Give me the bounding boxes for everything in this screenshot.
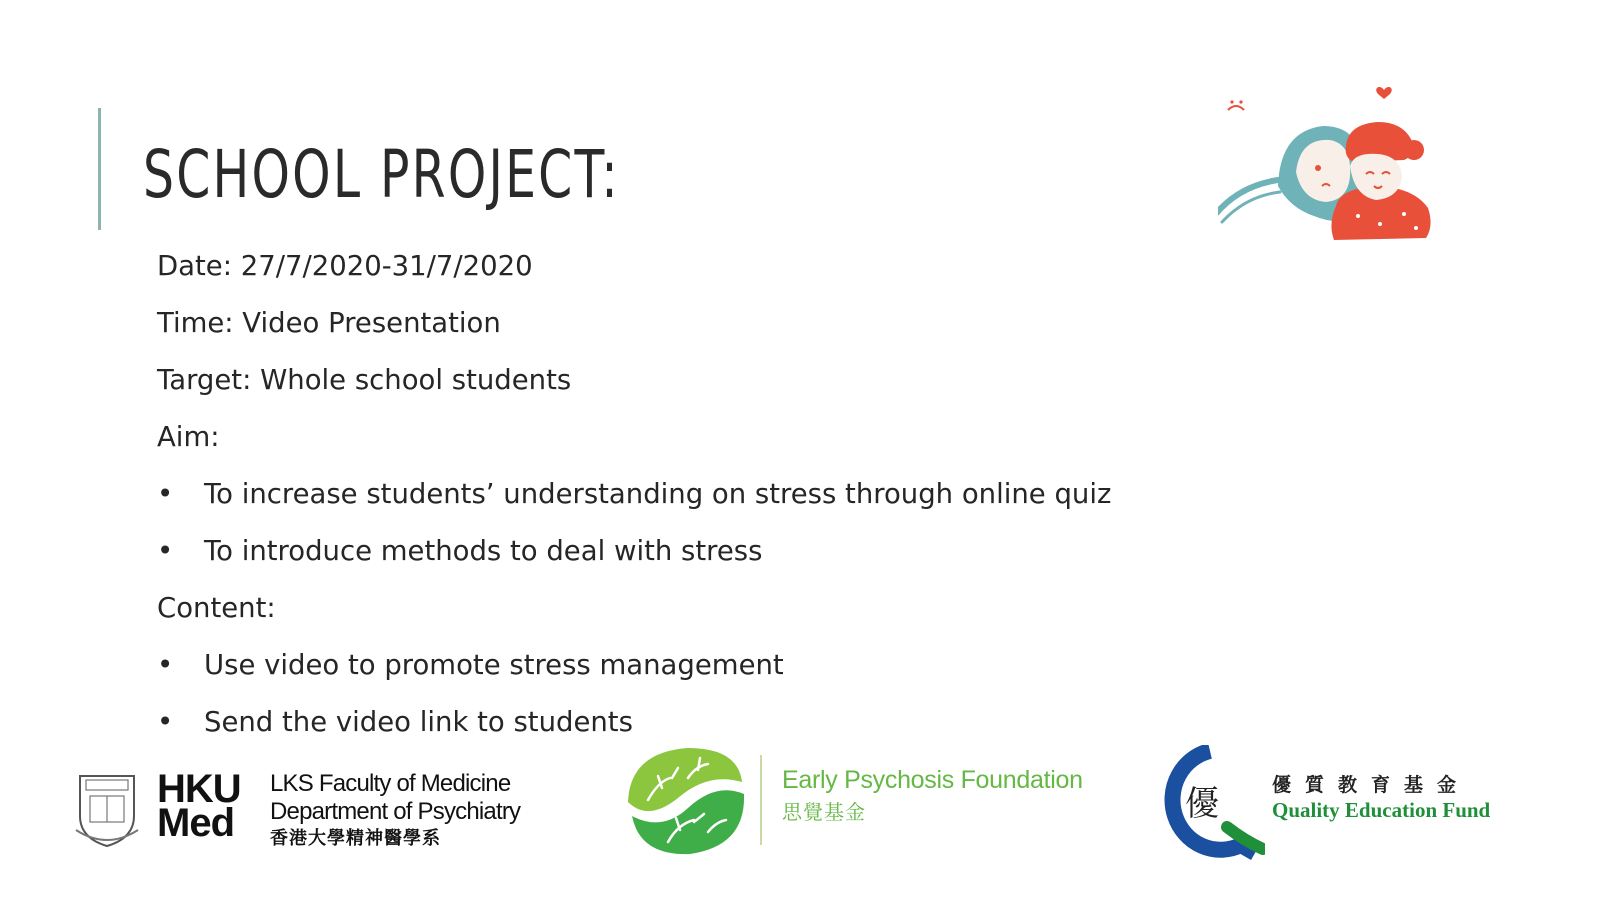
qef-mark-glyph: 優: [1185, 784, 1219, 824]
aim-bullet-item: [157, 523, 1111, 580]
med-wordmark-line: Med: [157, 801, 234, 845]
bullet-icon: •: [157, 535, 174, 567]
aim-item-text: To introduce methods to deal with stress: [204, 535, 763, 567]
hku-faculty-text: [270, 770, 520, 850]
aim-label: Aim:: [157, 421, 220, 453]
date-line: Date: 27/7/2020-31/7/2020: [157, 250, 533, 282]
target-line: Target: Whole school students: [157, 364, 572, 396]
bullet-icon: •: [157, 649, 174, 681]
content-item-text: Send the video link to students: [204, 706, 633, 738]
epf-leaf-logo-icon: [618, 742, 748, 862]
aim-bullet-item: [157, 466, 1111, 523]
slide-body: [157, 238, 1111, 751]
content-bullet-item: [157, 637, 1111, 694]
aim-item-text: To increase students’ understanding on stress through online quiz: [204, 478, 1112, 510]
sponsor-logos: [0, 730, 1600, 870]
content-label: Content:: [157, 592, 276, 624]
qef-name: Quality Education Fund: [1272, 798, 1491, 822]
epf-name: Early Psychosis Foundation: [782, 766, 1083, 794]
hku-crest-icon: [72, 768, 142, 848]
hku-chinese-name: 香港大學精神醫學系: [270, 828, 441, 848]
two-friends-illustration: [1218, 76, 1478, 256]
time-line: Time: Video Presentation: [157, 307, 501, 339]
bullet-icon: •: [157, 478, 174, 510]
qef-q-logo-icon: [1155, 745, 1265, 860]
hku-med-wordmark: [157, 767, 241, 845]
hku-wordmark-line: HKU: [157, 767, 241, 811]
epf-divider: [760, 755, 762, 845]
bullet-icon: •: [157, 706, 174, 738]
qef-chinese-name: 優質教育基金: [1272, 774, 1471, 796]
slide-title: SCHOOL PROJECT:: [143, 136, 620, 213]
title-accent-bar: [98, 108, 101, 230]
hku-faculty-name: LKS Faculty of Medicine: [270, 770, 511, 797]
content-item-text: Use video to promote stress management: [204, 649, 784, 681]
hku-department-name: Department of Psychiatry: [270, 798, 521, 825]
epf-chinese-name: 思覺基金: [782, 802, 866, 824]
